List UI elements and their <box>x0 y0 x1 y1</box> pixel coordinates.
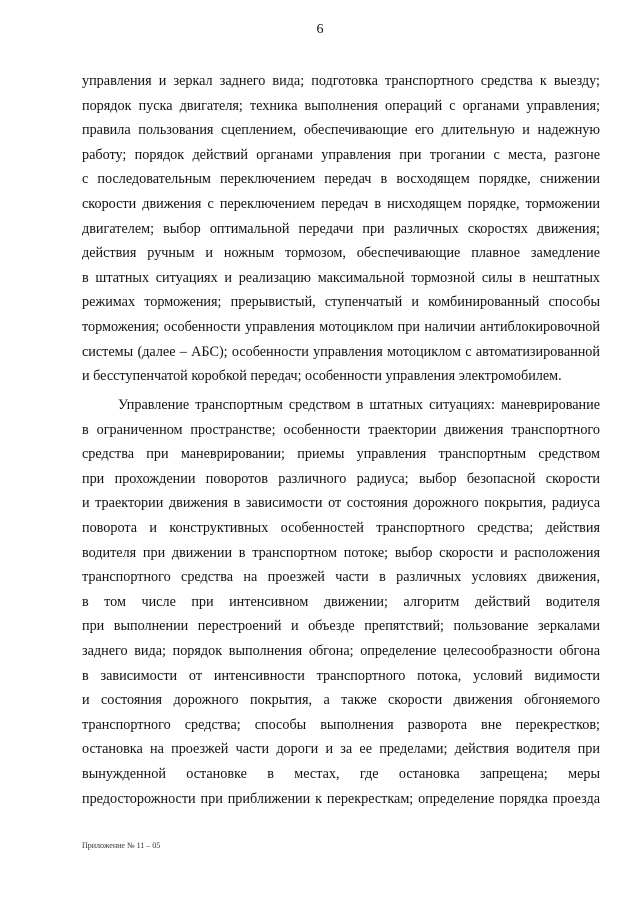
text-line: поворота и конструктивных особенностей транспортного средства; действия <box>82 519 600 536</box>
text-line: заднего вида; порядок выполнения обгона; определение целесообразности обгона <box>82 642 600 659</box>
text-line: с последовательным переключением передач в восходящем порядке, снижении <box>82 171 600 188</box>
text-line: водителя при движении в транспортном потоке; выбор скорости и расположения <box>82 544 600 561</box>
text-line: в зависимости от интенсивности транспортного потока, условий видимости <box>82 667 600 684</box>
paragraph-2 <box>82 393 600 811</box>
text-line: и состояния дорожного покрытия, а также скорости движения обгоняемого <box>82 692 600 709</box>
text-line: действия ручным и ножным тормозом, обеспечивающие плавное замедление <box>82 245 600 262</box>
text-line: в штатных ситуациях и реализацию максимальной тормозной силы в нештатных <box>82 269 600 286</box>
footer-text: Приложение № 11 – 05 <box>82 841 161 850</box>
text-line: скорости движения с переключением передач в нисходящем порядке, торможении <box>82 195 600 212</box>
text-line: торможения; особенности управления мотоциклом при наличии антиблокировочной <box>82 318 600 335</box>
text-line: системы (далее – АБС); особенности управления мотоциклом с автоматизированной <box>82 343 600 360</box>
text-line: правила пользования сцеплением, обеспечивающие его длительную и надежную <box>82 122 600 139</box>
text-line: транспортного средства на проезжей части в различных условиях движения, <box>82 569 600 586</box>
text-line: двигателем; выбор оптимальной передачи при различных скоростях движения; <box>82 220 600 237</box>
text-line: предосторожности при приближении к перекресткам; определение порядка проезда <box>82 790 600 807</box>
text-line: в том числе при интенсивном движении; алгоритм действий водителя <box>82 593 600 610</box>
text-line: режимах торможения; прерывистый, ступенчатый и комбинированный способы <box>82 294 600 311</box>
text-line: и бесступенчатой коробкой передач; особенности управления электромобилем. <box>82 368 562 385</box>
text-line: остановка на проезжей части дороги и за ее пределами; действия водителя при <box>82 741 600 758</box>
text-line: порядок пуска двигателя; техника выполнения операций с органами управления; <box>82 97 600 114</box>
text-line: Управление транспортным средством в штатных ситуациях: маневрирование <box>118 397 600 413</box>
text-line: в ограниченном пространстве; особенности траектории движения транспортного <box>82 421 600 438</box>
paragraph-1 <box>82 69 600 389</box>
text-line: при выполнении перестроений и объезде препятствий; пользование зеркалами <box>82 618 600 635</box>
text-line: транспортного средства; способы выполнения разворота вне перекрестков; <box>82 716 600 733</box>
text-line: средства при маневрировании; приемы управления транспортным средством <box>82 446 600 463</box>
text-line: и траектории движения в зависимости от состояния дорожного покрытия, радиуса <box>82 495 600 512</box>
text-line: вынужденной остановке в местах, где остановка запрещена; меры <box>82 765 600 782</box>
page-number: 6 <box>316 22 324 37</box>
text-line: управления и зеркал заднего вида; подготовка транспортного средства к выезду; <box>82 73 600 89</box>
text-line: при прохождении поворотов различного радиуса; выбор безопасной скорости <box>82 470 600 487</box>
text-line: работу; порядок действий органами управления при трогании с места, разгоне <box>82 146 600 163</box>
